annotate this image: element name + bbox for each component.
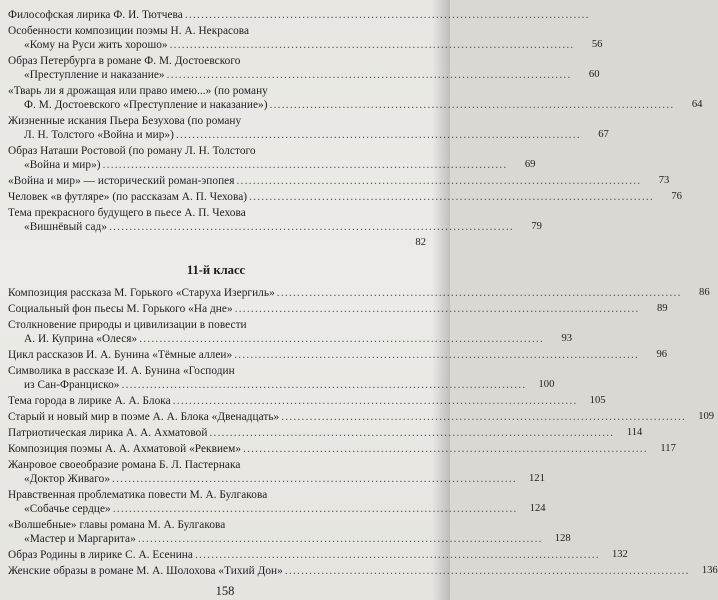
toc-entry-title xyxy=(6,144,505,172)
toc-entry-page: 86 xyxy=(699,287,710,298)
toc-entry-line: Образ Петербурга в романе Ф. М. Достоевского xyxy=(8,55,241,67)
toc-entry-line: «Война и мир» — исторический роман-эпопея . . . xyxy=(8,174,639,188)
toc-entry-line: Л. Н. Толстого «Война и мир») . . . xyxy=(8,128,579,142)
toc-entry-line: «Вишнёвый сад» . . . xyxy=(8,220,512,234)
toc-entry-title xyxy=(6,84,672,112)
toc-entry-line: Образ Родины в лирике С. А. Есенина . . . xyxy=(8,548,598,562)
toc-entry xyxy=(6,548,628,562)
toc-entry-title xyxy=(6,442,646,456)
toc-entry-page: 89 xyxy=(656,303,668,314)
toc-entry-page: 76 xyxy=(671,191,682,202)
toc-entry-page: 96 xyxy=(656,349,668,360)
toc-entry-title xyxy=(6,302,638,316)
toc-entry xyxy=(6,206,542,234)
toc-entry xyxy=(6,114,609,142)
toc-entry-page: 132 xyxy=(611,549,628,560)
toc-entry xyxy=(6,302,668,316)
toc-entry-title xyxy=(6,8,588,22)
toc-entry-page: 56 xyxy=(591,39,603,50)
toc-entry-title xyxy=(6,518,541,546)
toc-entry xyxy=(6,442,676,456)
toc-entry-line: Патриотическая лирика А. А. Ахматовой . . . xyxy=(8,426,612,440)
toc-entry-line: Особенности композиции поэмы Н. А. Некрасова xyxy=(8,25,250,37)
toc-entry-title xyxy=(6,24,572,52)
toc-entry-title xyxy=(6,318,542,346)
toc-entry-title xyxy=(6,564,688,578)
toc-entry-page: 128 xyxy=(554,533,571,544)
toc-list-top xyxy=(6,8,703,250)
toc-entry-line: Ф. М. Достоевского «Преступление и наказание») . . . xyxy=(8,98,672,112)
toc-entry-line: Композиция рассказа М. Горького «Старуха Изергиль» . . . xyxy=(8,286,680,300)
toc-entry-page: 73 xyxy=(658,175,670,186)
toc-entry xyxy=(6,458,545,486)
toc-entry-page: 67 xyxy=(598,129,609,140)
toc-entry-line: Столкновение природы и цивилизации в повести xyxy=(8,319,247,331)
toc-entry-line: Человек «в футляре» (по рассказам А. П. Чехова) . . . xyxy=(8,190,652,204)
toc-entry xyxy=(6,394,606,408)
toc-entry xyxy=(6,564,718,578)
toc-entry-title xyxy=(6,348,637,362)
toc-entry-title xyxy=(6,548,598,562)
toc-entry-line: Образ Наташи Ростовой (по роману Л. Н. Толстого xyxy=(8,145,256,157)
toc-entry xyxy=(6,488,546,516)
toc-entry-line: Женские образы в романе М. А. Шолохова «Тихий Дон» . . . xyxy=(8,564,688,578)
toc-entry-page: 114 xyxy=(626,427,643,438)
section-heading: 11-й класс xyxy=(186,263,246,277)
toc-entry-title xyxy=(6,410,684,424)
toc-entry-line: Жизненные искания Пьера Безухова (по роману xyxy=(8,115,242,127)
toc-entry-page: 124 xyxy=(529,503,546,514)
toc-entry xyxy=(6,286,710,300)
toc-entry-page: 117 xyxy=(660,443,676,454)
toc-entry-line: Тема прекрасного будущего в пьесе А. П. Чехова xyxy=(8,207,246,219)
toc-entry-line: Символика в рассказе И. А. Бунина «Господин xyxy=(8,365,235,377)
page-number: 158 xyxy=(215,584,235,598)
toc-entry xyxy=(6,84,703,112)
toc-entry-line: «Собачье сердце» . . . xyxy=(8,502,516,516)
toc-entry xyxy=(6,348,668,362)
toc-entry xyxy=(6,426,643,440)
toc-entry-title xyxy=(6,394,576,408)
toc-entry-line: Тема города в лирике А. А. Блока . . . xyxy=(8,394,576,408)
toc-entry xyxy=(6,190,682,204)
toc-entry-title xyxy=(6,286,680,300)
toc-entry-line: «Война и мир») . . . xyxy=(8,158,505,172)
toc-entry-line: Цикл рассказов И. А. Бунина «Тёмные аллеи» . . . xyxy=(8,348,637,362)
toc-entry-line: «Тварь ли я дрожащая или право имею...» (по роману xyxy=(8,85,268,97)
toc-entry-title xyxy=(6,174,639,188)
toc-entry-line: из Сан-Франциско» . . . xyxy=(8,378,524,392)
toc-entry-page: 100 xyxy=(538,379,555,390)
page-edge-shadow xyxy=(432,0,450,600)
toc-entry-title xyxy=(6,190,652,204)
toc-list-bottom xyxy=(6,286,718,578)
toc-entry-line: Нравственная проблематика повести М. А. Булгакова xyxy=(8,489,268,501)
toc-entry-line: Старый и новый мир в поэме А. А. Блока «Двенадцать» . . . xyxy=(8,410,684,424)
toc-entry-line: «Кому на Руси жить хорошо» . . . xyxy=(8,38,572,52)
toc-entry-line: А. И. Куприна «Олеся» . . . xyxy=(8,332,542,346)
toc-entry xyxy=(6,410,715,424)
toc-entry-page: 109 xyxy=(698,411,715,422)
toc-entry-page: 93 xyxy=(561,333,573,344)
toc-entry-title xyxy=(6,54,569,82)
toc-entry xyxy=(6,24,603,52)
toc-entry-line: «Преступление и наказание» . . . xyxy=(8,68,569,82)
toc-entry-title xyxy=(6,426,612,440)
toc-entry xyxy=(6,174,670,188)
toc-entry-line: Философская лирика Ф. И. Тютчева . . . xyxy=(8,8,588,22)
toc-entry-line: «Волшебные» главы романа М. А. Булгакова xyxy=(8,519,226,531)
toc-entry-page: 60 xyxy=(588,69,600,80)
toc-entry-page: 64 xyxy=(691,99,703,110)
toc-entry-page: 105 xyxy=(589,395,606,406)
toc-entry-page: 69 xyxy=(524,159,536,170)
toc-entry-page: 79 xyxy=(531,221,542,232)
toc-entry-line: Социальный фон пьесы М. Горького «На дне» . . . xyxy=(8,302,638,316)
toc-entry-page: 82 xyxy=(415,237,426,248)
toc-entry-line: «Доктор Живаго» . . . xyxy=(8,472,515,486)
toc-entry xyxy=(6,8,426,22)
toc-entry xyxy=(6,144,536,172)
toc-entry xyxy=(6,236,426,250)
toc-entry xyxy=(6,318,573,346)
toc-entry xyxy=(6,518,571,546)
toc-entry-line: Композиция поэмы А. А. Ахматовой «Реквием» . . . xyxy=(8,442,646,456)
toc-entry-page: 121 xyxy=(529,473,545,484)
toc-entry-line: Жанровое своеобразие романа Б. Л. Пастернака xyxy=(8,459,241,471)
toc-entry-page: 136 xyxy=(701,565,718,576)
toc-entry xyxy=(6,54,600,82)
toc-entry xyxy=(6,364,555,392)
toc-entry-title xyxy=(6,114,579,142)
toc-entry-line: «Мастер и Маргарита» . . . xyxy=(8,532,541,546)
